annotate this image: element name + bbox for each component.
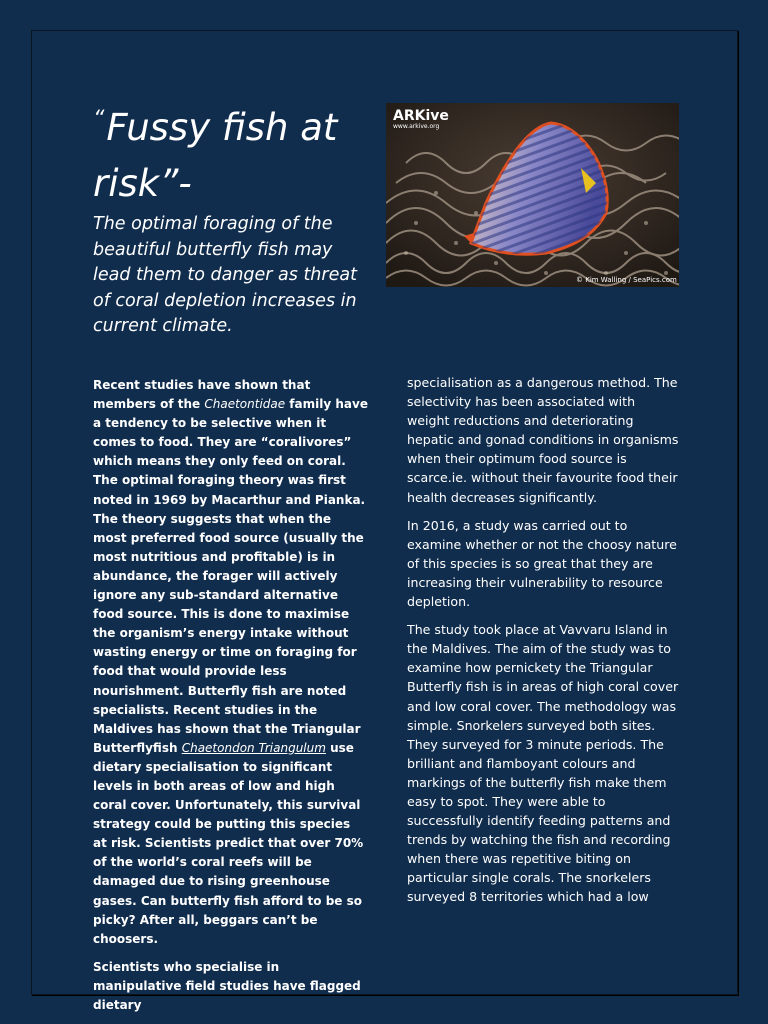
butterfly-fish-photo — [386, 103, 679, 287]
left-paragraph-2: Scientists who specialise in manipulative field studies have flagged dietary — [93, 959, 361, 1012]
family-name: Chaetontidae — [204, 397, 286, 412]
right-paragraph-2: In 2016, a study was carried out to examine whether or not the choosy nature of this species is so great that they are increasing their vulnerability to resource depletion. — [407, 517, 677, 610]
species-link[interactable]: Chaetondon Triangulum — [181, 740, 326, 755]
article-title — [93, 92, 383, 212]
left-column — [93, 376, 368, 1024]
right-column — [407, 373, 679, 916]
right-paragraph-3: The study took place at Vavvaru Island in the Maldives. The aim of the study was to examine how pernickety the Triangular Butterfly fish is in areas of high coral cover and low coral cover. The methodology was simple. Snorkelers surveyed both sites. They surveyed for 3 minute periods. The brilliant and flamboyant colours and markings of the butterfly fish make them easy to spot. They were able to successfully identify feeding patterns and trends by watching the fish and recording when there was repetitive biting on particular single corals. The snorkelers surveyed 8 territories which had a low — [407, 622, 679, 905]
arkive-url: www.arkive.org — [393, 123, 440, 130]
arkive-logo: ARKive — [393, 108, 449, 124]
title-text: Fussy fish at risk”- — [93, 106, 338, 205]
right-paragraph-1: specialisation as a dangerous method. The selectivity has been associated with weight reductions and deteriorating hepatic and gonad conditions in organisms when their optimum food source is scarce.ie. without their favourite food their health decreases significantly. — [407, 375, 679, 505]
left-paragraph-1: Recent studies have shown that members of the Chaetontidae family have a tendency to be selective when it comes to food. They are “coralivores” which means they only feed on coral. The optimal foraging theory was first noted in 1969 by Macarthur and Pianka. The theory suggests that when the most preferred food source (usually the most nutritious and profitable) is in abundance, the forager will actively ignore any sub-standard alternative food source. This is done to maximise the organism’s energy intake without wasting energy or time on foraging for food that would provide less nourishment. Butterfly fish are noted specialists. Recent studies in the Maldives has shown that the Triangular Butterflyfish Chaetondon Triangulum use dietary specialisation to significant levels in both areas of low and high coral cover. Unfortunately, this survival strategy could be putting this species at risk. Scientists predict that over 70% of the world’s coral reefs will be damaged due to rising greenhouse gases. Can butterfly fish afford to be so picky? After all, beggars can’t be choosers. — [93, 378, 368, 946]
article-subtitle: The optimal foraging of the beautiful butterfly fish may lead them to danger as threat of coral depletion increases in current climate. — [93, 214, 357, 336]
title-open-quote: “ — [93, 107, 105, 132]
photo-credit: © Kim Walling / SeaPics.com — [576, 276, 677, 284]
